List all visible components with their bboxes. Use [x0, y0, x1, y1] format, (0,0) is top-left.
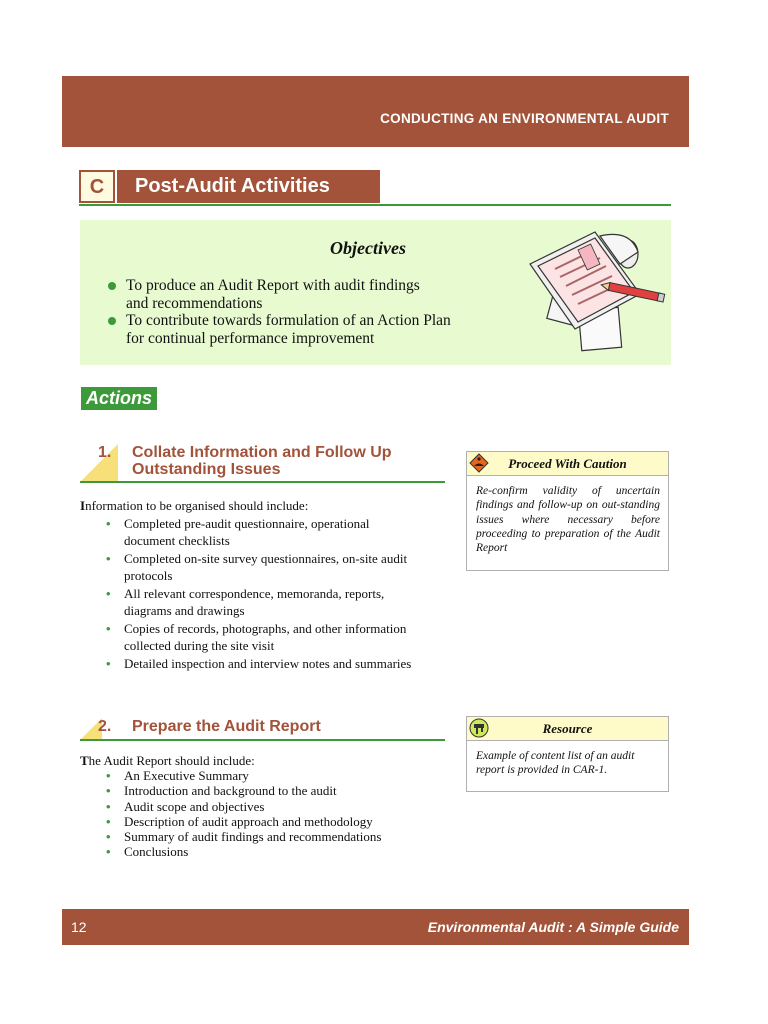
- resource-box: [466, 716, 669, 792]
- caution-box-body: Re-confirm validity of uncertain findings and follow-up on out-standing issues where necessary before proceeding to preparation of the Audit Report: [476, 485, 660, 555]
- resource-box-title: Resource: [542, 721, 593, 736]
- resource-box-body: Example of content list of an audit report is provided in CAR-1.: [476, 750, 635, 777]
- bullet-icon: •: [106, 813, 111, 829]
- bullet-icon: •: [106, 620, 111, 636]
- list-item: • Copies of records, photographs, and other information collected during the site visit: [106, 620, 407, 653]
- warning-diamond-icon: [469, 453, 489, 473]
- objectives-panel: [80, 220, 671, 365]
- page-number: 12: [71, 919, 87, 935]
- step1-number: 1.: [98, 444, 112, 461]
- list-item: • Conclusions: [106, 844, 189, 860]
- bullet-icon: •: [106, 844, 111, 860]
- objective-item: To produce an Audit Report with audit findings and recommendations: [108, 277, 528, 312]
- bullet-icon: •: [106, 655, 111, 671]
- list-item: • Completed on-site survey questionnaires, on-site audit protocols: [106, 550, 408, 583]
- step2-body: [80, 753, 450, 859]
- header-title: CONDUCTING AN ENVIRONMENTAL AUDIT: [380, 111, 669, 126]
- resource-sign-icon: [469, 718, 489, 738]
- step1-heading: [80, 444, 445, 484]
- list-item: • Description of audit approach and methodology: [106, 813, 373, 829]
- document-pen-illustration: [520, 224, 670, 359]
- bullet-icon: •: [106, 829, 111, 845]
- step2-bullets: [80, 768, 450, 859]
- bullet-icon: •: [106, 550, 111, 566]
- step1-bullets: [80, 515, 450, 673]
- bullet-icon: •: [106, 768, 111, 784]
- step2-rule: [80, 739, 445, 741]
- step2-number: 2.: [98, 718, 112, 735]
- header-band: [62, 76, 689, 147]
- section-letter: C: [79, 170, 115, 203]
- footer-band: [62, 909, 689, 945]
- caution-box-title: Proceed With Caution: [508, 456, 627, 471]
- list-item: • Summary of audit findings and recommendations: [106, 829, 382, 845]
- step2-heading: [80, 718, 445, 742]
- list-item: • Detailed inspection and interview notes and summaries: [106, 655, 412, 671]
- bullet-icon: •: [106, 783, 111, 799]
- actions-label: Actions: [81, 387, 157, 410]
- bullet-dot-icon: [108, 282, 116, 290]
- caution-box-header: [467, 452, 668, 476]
- list-item: • An Executive Summary: [106, 768, 249, 784]
- section-heading: [79, 168, 671, 208]
- step2-title: Prepare the Audit Report: [132, 718, 321, 735]
- list-item: • Introduction and background to the audit: [106, 783, 337, 799]
- bullet-icon: •: [106, 515, 111, 531]
- list-item: • Audit scope and objectives: [106, 798, 265, 814]
- step2-lead: The Audit Report should include:: [80, 753, 255, 768]
- bullet-icon: •: [106, 585, 111, 601]
- footer-guide-title: Environmental Audit : A Simple Guide: [427, 919, 679, 935]
- caution-box: [466, 451, 669, 571]
- bullet-dot-icon: [108, 317, 116, 325]
- resource-box-header: [467, 717, 668, 741]
- list-item: • All relevant correspondence, memoranda, reports, diagrams and drawings: [106, 585, 385, 618]
- objectives-list: [108, 277, 528, 347]
- step1-lead: Information to be organised should include:: [80, 498, 309, 513]
- section-rule: [79, 204, 671, 206]
- objective-item: To contribute towards formulation of an Action Plan for continual performance improvement: [108, 312, 528, 347]
- step1-body: [80, 497, 450, 672]
- list-item: • Completed pre-audit questionnaire, operational document checklists: [106, 515, 370, 548]
- section-title: Post-Audit Activities: [117, 170, 380, 203]
- bullet-icon: •: [106, 798, 111, 814]
- step1-rule: [80, 481, 445, 483]
- step1-title: Collate Information and Follow Up Outstanding Issues: [132, 444, 392, 478]
- objectives-title: Objectives: [330, 238, 406, 258]
